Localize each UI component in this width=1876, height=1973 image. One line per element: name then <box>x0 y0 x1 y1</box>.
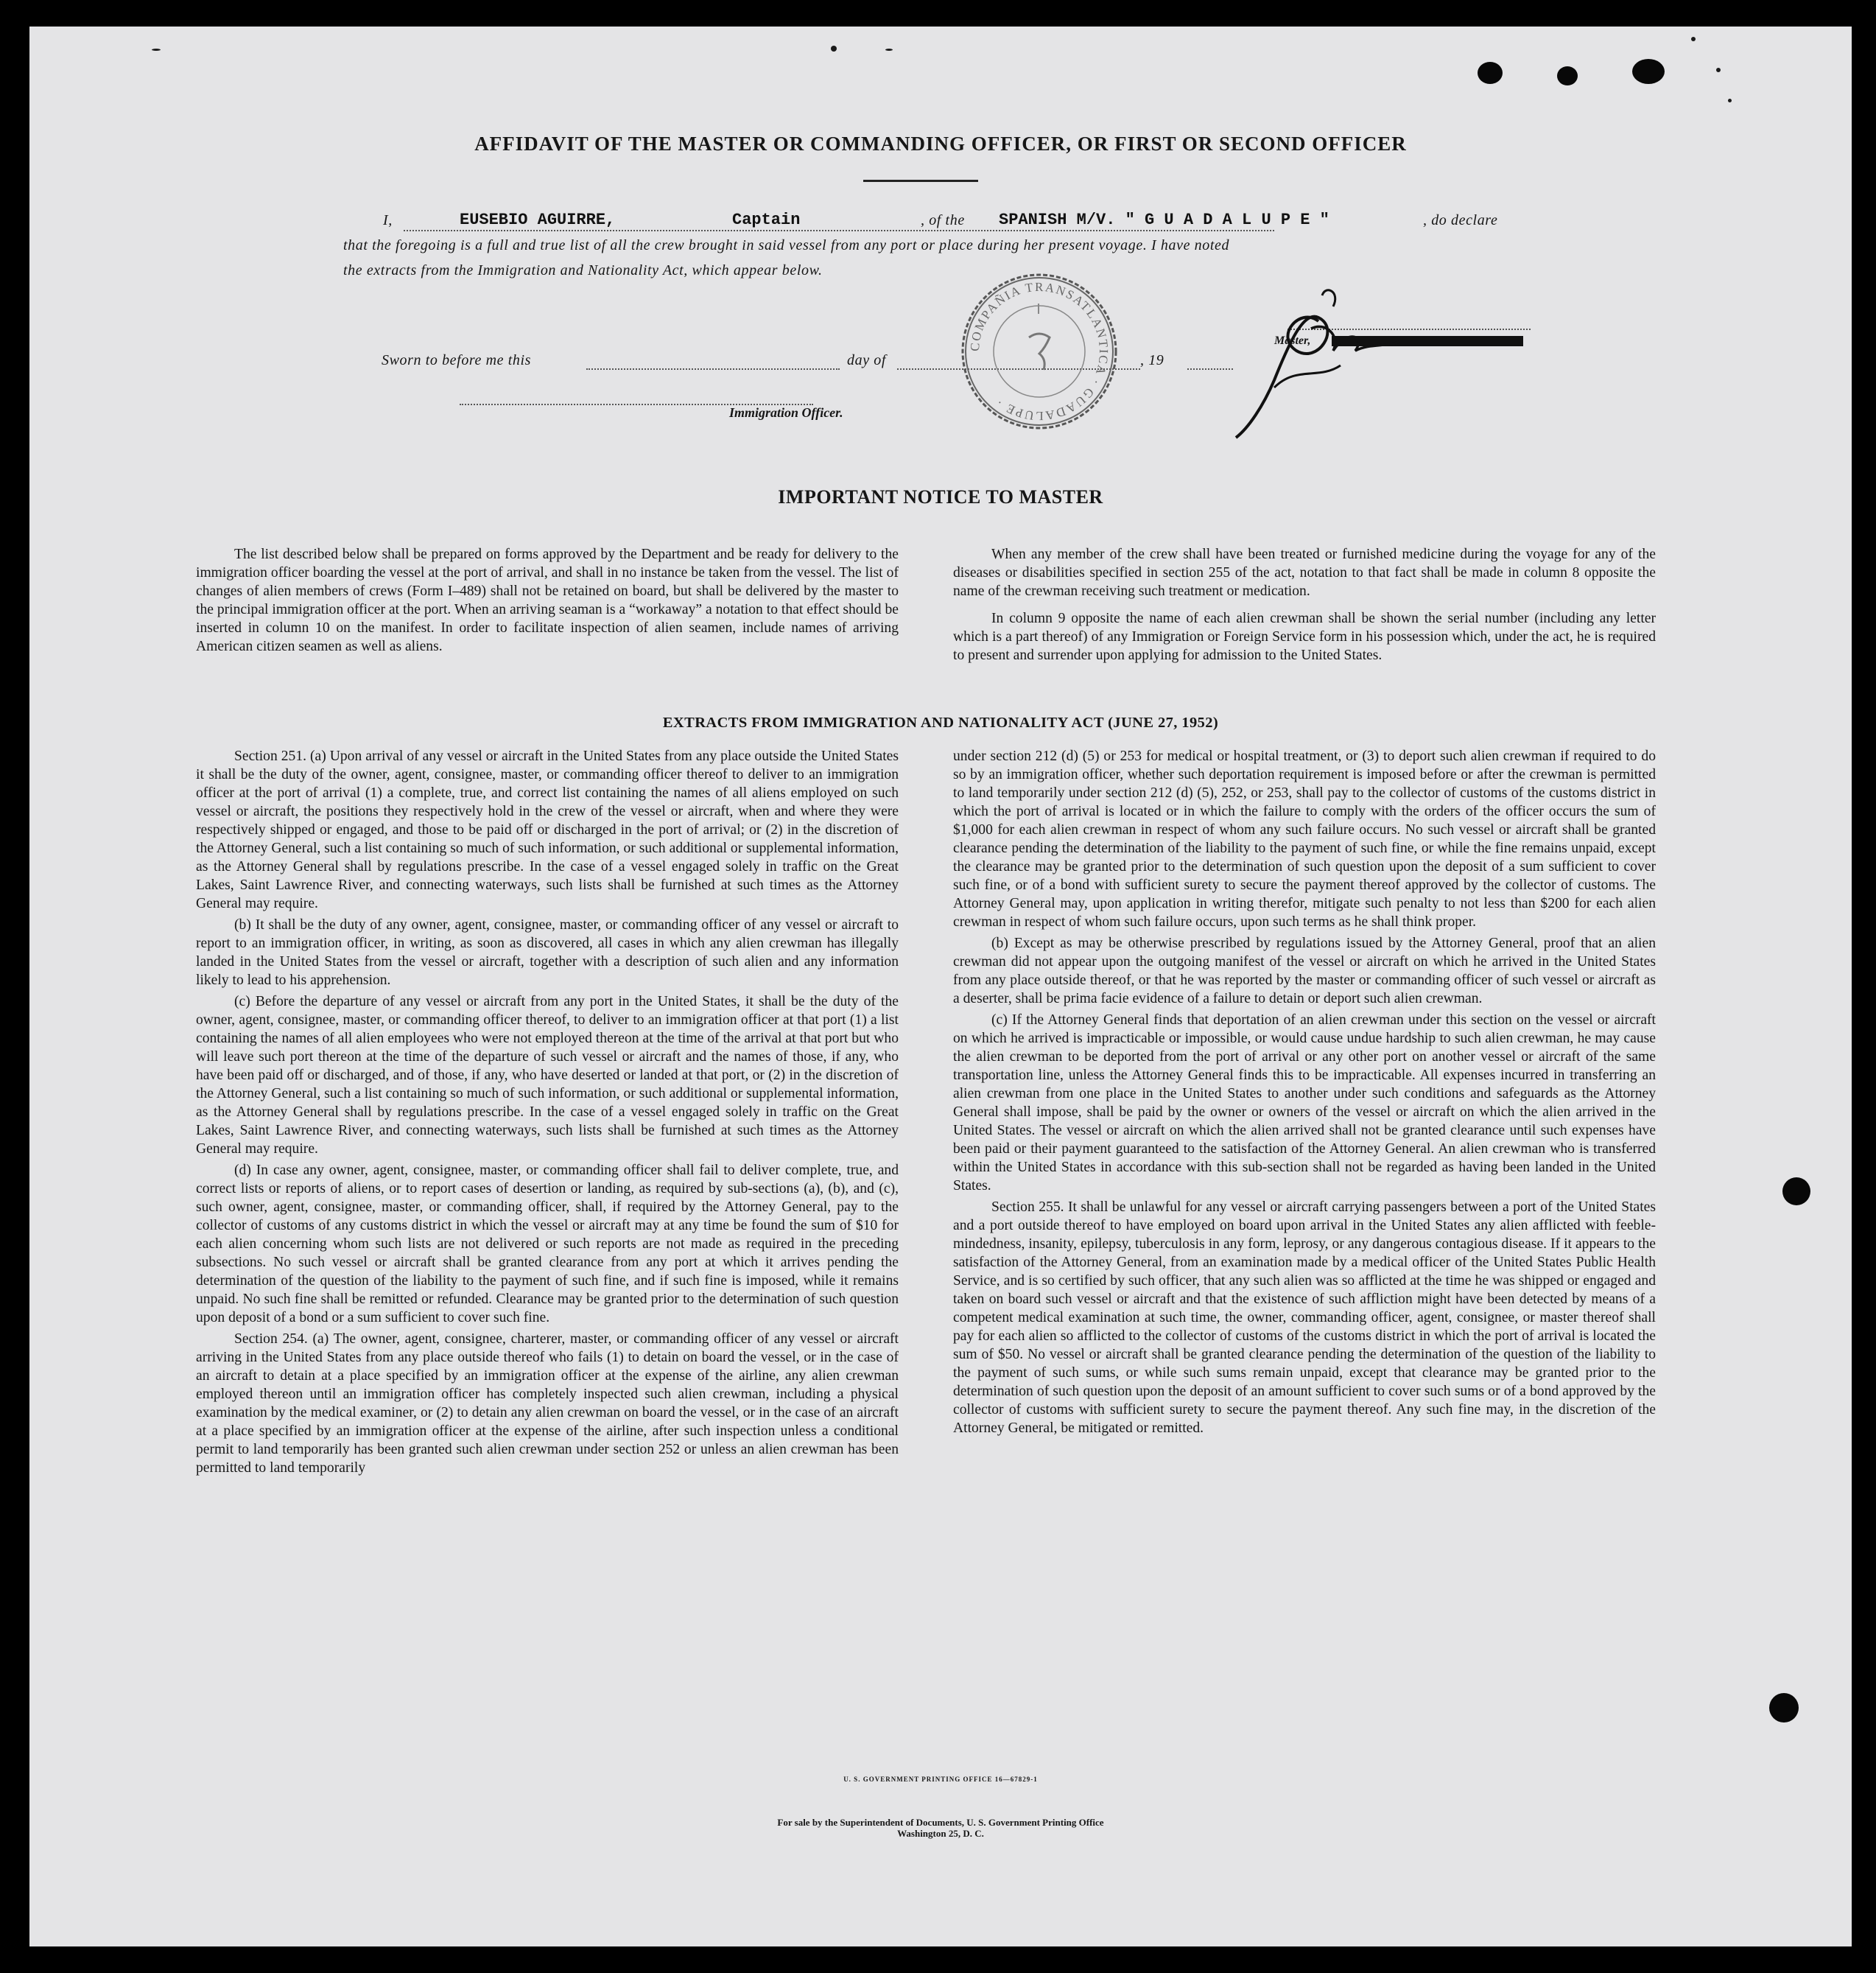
gpo-imprint: U. S. GOVERNMENT PRINTING OFFICE 16—67829-1 <box>843 1776 1038 1783</box>
speck <box>152 49 161 51</box>
notice-paragraph: When any member of the crew shall have been treated or furnished medicine during the voyage for any of the diseases or disabilities specified in section 255 of the act, notation to that fact shall be made in column 8 opposite the name of the crewman receiving such treatment or medication. <box>953 547 1656 599</box>
day-of-label: day of <box>847 352 887 368</box>
section-251c: (c) Before the departure of any vessel or aircraft from any port in the United States, it shall be the duty of the owner, agent, consignee, master, or commanding officer thereof, to deliver to an immigration officer at that port (1) a list containing the names of all alien employees who were not employed thereon at the time of the arrival at that port but who will leave such port thereon at the time of the departure of such vessel or aircraft and the names of those, if any, who have been paid off or discharged, and of those, if any, who have deserted or landed at that port, or (2) in the discretion of the Attorney General, such a list containing so much of such information, or such additional or supplemental information, as the Attorney General shall by regulations prescribe. In the case of a vessel engaged solely in traffic on the Great Lakes, Saint Lawrence River, and connecting waterways, such lists shall be furnished at such times as the Attorney General may require. <box>196 994 899 1157</box>
for-sale-line-2: Washington 25, D. C. <box>897 1828 984 1839</box>
sworn-year-blank <box>1187 368 1233 370</box>
punch-hole <box>1632 59 1665 84</box>
sworn-day-blank <box>586 368 840 370</box>
of-the-label: , of the <box>918 212 968 229</box>
section-251b: (b) It shall be the duty of any owner, agent, consignee, master, or commanding officer of any vessel or aircraft to report to an immigration officer, in writing, as soon as discovered, all cases in which any alien crewman has illegally landed in the United States from the vessel or aircraft, together with a description of such alien and any information likely to lead to his apprehension. <box>196 917 899 988</box>
declaration-dotted-rule <box>404 230 1274 231</box>
notice-paragraph: The list described below shall be prepared on forms approved by the Department and be ready for delivery to the immigration officer boarding the vessel at the port of arrival, and shall in no instance be taken from the vessel. The list of changes of alien members of crews (Form I–489) shall not be retained on board, but shall be delivered by the master to the principal immigration officer at the port. When an arriving seaman is a “workaway” a notation to that effect should be inserted in column 10 on the manifest. In order to facilitate inspection of alien seamen, include names of arriving American citizen seamen as well as aliens. <box>196 547 899 654</box>
document-page <box>29 27 1852 1946</box>
svg-text:COMPAÑIA TRANSATLANTICA · GUAD <box>968 280 1111 423</box>
company-stamp <box>959 271 1120 432</box>
section-255: Section 255. It shall be unlawful for any vessel or aircraft carrying passengers between a port of the United States and a port outside thereof to have employed on board upon arrival in the United States any alien afflicted with feeble-mindedness, insanity, epilepsy, tuberculosis in any form, leprosy, or any dangerous contagious disease. If it appears to the satisfaction of the Attorney General, from an examination made by a medical officer of the United States Public Health Service, and is so certified by such officer, that any such alien was so afflicted at the time he was shipped or engaged and taken on board such vessel or aircraft and that the existence of such affliction might have been detected by means of a competent medical examination at such time, the owner, commanding officer, agent, consignee, or master thereof shall pay for each alien so afflicted to the collector of customs of the customs district in which the port of arrival is located the sum of $50. No vessel or aircraft shall be granted clearance pending the determination of the question of the liability to the payment of such sums, or while such sums remain unpaid, except that clearance may be granted prior to the determination of such question upon the deposit of an amount sufficient to cover such sums or of a bond approved by the collector of customs with sufficient surety to secure the payment thereof. Any such fine may, in the discretion of the Attorney General, be mitigated or remitted. <box>953 1199 1656 1436</box>
punch-hole <box>1557 66 1578 85</box>
i-label: I, <box>383 212 393 228</box>
speck <box>885 49 893 51</box>
punch-hole <box>1782 1177 1810 1205</box>
speck <box>1691 37 1696 41</box>
year-label: , 19 <box>1140 352 1164 368</box>
immigration-officer-label: Immigration Officer. <box>729 405 843 420</box>
section-254c: (c) If the Attorney General finds that deportation of an alien crewman under this section on the vessel or aircraft on which he arrived is impracticable or impossible, or would cause undue hardship to such alien crewman, he may cause the alien crewman to be deported from the port of arrival or any other port on another vessel or aircraft of the same transportation line, unless the Attorney General finds this to be impracticable. All expenses incurred in transferring an alien crewman from one place in the United States to another under such conditions and safeguards as the Attorney General shall impose, shall be paid by the owner or owners of the vessel or aircraft on which the alien arrived in the United States. The vessel or aircraft on which the alien arrived shall not be granted clearance until such expenses have been paid or their payment guaranteed to the satisfaction of the Attorney General. An alien crewman who is transferred within the United States in accordance with this sub-section shall not be regarded as having been landed in the United States. <box>953 1012 1656 1194</box>
sworn-label: Sworn to before me this <box>382 352 532 368</box>
act-left-column <box>196 747 899 1477</box>
declaration-text-2: that the foregoing is a full and true list of all the crew brought in said vessel from any port or place during her present voyage. I have noted <box>343 237 1230 253</box>
for-sale-notice <box>29 1817 1852 1839</box>
punch-hole <box>1478 62 1503 84</box>
section-254a: Section 254. (a) The owner, agent, consignee, charterer, master, or commanding officer of any vessel or aircraft arriving in the United States from any place outside thereof who fails (1) to detain on board the vessel, or in the case of an aircraft to detain at a place specified by an immigration officer at the expense of the airline, any alien crewman employed thereon until an immigration officer has completely inspected such alien crewman, including a physical examination by the medical examiner, or (2) to detain any alien crewman on board the vessel, or in the case of an aircraft at a place specified by an immigration officer at the expense of the airline, after such inspection unless a conditional permit to land temporarily has been granted such alien crewman under section 252 or unless an alien crewman has been permitted to land temporarily <box>196 1331 899 1476</box>
declaration-line <box>383 209 1532 234</box>
speck <box>1728 99 1732 102</box>
master-name-field: EUSEBIO AGUIRRE, <box>457 211 618 229</box>
section-254b: (b) Except as may be otherwise prescribed by regulations issued by the Attorney General, proof that an alien crewman did not appear upon the outgoing manifest of the vessel or aircraft on which he arrived in the United States from any place outside thereof, or that he was reported by the master or commanding officer of such vessel or aircraft as a deserter, shall be prima facie evidence of a failure to detain or deport such alien crewman. <box>953 936 1656 1006</box>
title-rule <box>863 180 978 182</box>
rank-field: Captain <box>729 211 803 229</box>
act-right-column <box>953 747 1656 1437</box>
speck <box>831 46 837 52</box>
for-sale-line-1: For sale by the Superintendent of Documents, U. S. Government Printing Office <box>777 1817 1104 1828</box>
do-declare-label: , do declare <box>1423 212 1498 228</box>
notice-left-column <box>196 545 899 656</box>
affidavit-title: AFFIDAVIT OF THE MASTER OR COMMANDING OFFICER, OR FIRST OR SECOND OFFICER <box>474 133 1407 155</box>
notice-right-column <box>953 545 1656 665</box>
master-label: Master, <box>1274 334 1311 347</box>
notice-paragraph: In column 9 opposite the name of each alien crewman shall be shown the serial number (including any letter which is a part thereof) of any Immigration or Foreign Service form in his possession which, under the act, he is required to present and surrender upon applying for admission to the United States. <box>953 611 1656 663</box>
sworn-row <box>382 351 1265 380</box>
section-254a-continued: under section 212 (d) (5) or 253 for medical or hospital treatment, or (3) to deport such alien crewman if required to do so by an immigration officer, whether such deportation requirement is imposed before or after the crewman is permitted to land temporarily under section 212 (d) (5), 252, or 253, shall pay to the collector of customs of the customs district in which the port of arrival is located or in which the failure to comply with the orders of the officer occurs the sum of $1,000 for each alien crewman in respect of whom any such failure occurs. No such vessel or aircraft shall be granted clearance pending the determination of the liability to the payment of such fine, or while the fine remains unpaid, except the clearance may be granted prior to the determination of such question upon the deposit of a sum sufficient to cover such fine, or of a bond with sufficient surety to secure the payment thereof approved by the collector of customs. The Attorney General may, upon application in writing therefor, mitigate such penalty to not less than $200 for each alien crewman in respect of whom such failure occurs, upon such terms as he shall think proper. <box>953 749 1656 930</box>
captain-signature <box>1230 277 1407 446</box>
notice-title: IMPORTANT NOTICE TO MASTER <box>778 486 1103 508</box>
section-251a: Section 251. (a) Upon arrival of any vessel or aircraft in the United States from any place outside the United States it shall be the duty of the owner, agent, consignee, master, or commanding officer thereof to deliver to an immigration officer at the port of arrival (1) a complete, true, and correct list containing the names of all aliens employed on such vessel or aircraft, the positions they respectively hold in the crew of the vessel or aircraft, when and where they were respectively shipped or engaged, and those to be paid off or discharged in the port of arrival; or (2) in the discretion of the Attorney General, such a list containing so much of such information, or such additional or supplemental information, as the Attorney General shall by regulations prescribe. In the case of a vessel engaged solely in traffic on the Great Lakes, Saint Lawrence River, and connecting waterways, such lists shall be furnished at such times as the Attorney General may require. <box>196 749 899 911</box>
punch-hole <box>1769 1693 1799 1723</box>
vessel-name-field: SPANISH M/V. " G U A D A L U P E " <box>996 211 1332 229</box>
extracts-title: EXTRACTS FROM IMMIGRATION AND NATIONALITY ACT (JUNE 27, 1952) <box>662 715 1219 731</box>
section-251d: (d) In case any owner, agent, consignee, master, or commanding officer shall fail to deliver complete, true, and correct lists or reports of aliens, or to report cases of desertion or landing, as required by sub-sections (a), (b), and (c), such owner, agent, consignee, master, or commanding officer, shall, if required by the Attorney General, pay to the collector of customs of any customs district in which the vessel or aircraft may at any time be found the sum of $10 for each alien concerning whom such lists are not delivered or such reports are not made as required in the preceding subsections. No such vessel or aircraft shall be granted clearance from any port at which it arrives pending the determination of the question of the liability to the payment of such fine, and if such fine is imposed, while it remains unpaid. No such fine shall be remitted or refunded. Clearance may be granted prior to the determination of such question upon deposit of a bond or a sum sufficient to cover such fine. <box>196 1163 899 1325</box>
speck <box>1716 68 1721 72</box>
declaration-text-3: the extracts from the Immigration and Nationality Act, which appear below. <box>343 262 823 278</box>
stamp-text: COMPAÑIA TRANSATLANTICA · GUADALUPE · <box>967 279 1111 424</box>
